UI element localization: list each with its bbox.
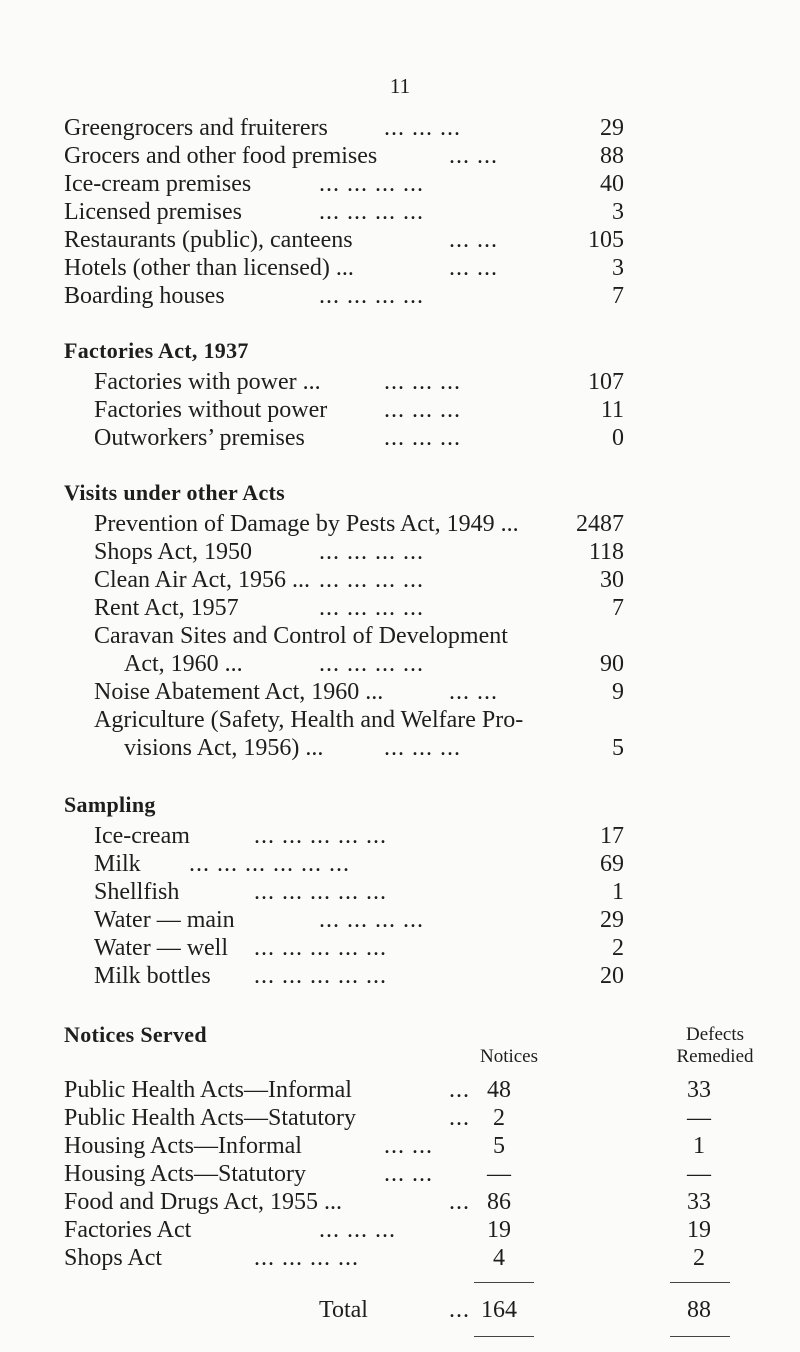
list-item: Act, 1960 ... ... ... ... ... 90 bbox=[124, 651, 624, 677]
list-item: Factories without power ... ... ... 11 bbox=[94, 397, 624, 423]
table-row: Shops Act ... ... ... ... 4 2 bbox=[64, 1245, 705, 1271]
notices-heading: Notices Served bbox=[64, 1022, 207, 1047]
list-item: Water — main ... ... ... ... 29 bbox=[94, 907, 624, 933]
list-item: Ice-cream premises ... ... ... ... 40 bbox=[64, 171, 624, 197]
list-item: Water — well ... ... ... ... ... 2 bbox=[94, 935, 624, 961]
table-row: Public Health Acts—Statutory ... 2 — bbox=[64, 1105, 711, 1131]
remedied-double-rule bbox=[670, 1336, 730, 1337]
list-item: Prevention of Damage by Pests Act, 1949 ... 2487 bbox=[94, 511, 624, 537]
notices-double-rule bbox=[474, 1336, 534, 1337]
list-item: Clean Air Act, 1956 ... ... ... ... ... 30 bbox=[94, 567, 624, 593]
remedied-total-rule bbox=[670, 1282, 730, 1283]
factories-heading: Factories Act, 1937 bbox=[64, 338, 249, 363]
list-item: Caravan Sites and Control of Development bbox=[94, 623, 508, 649]
notices-column-header: Notices bbox=[479, 1046, 539, 1067]
list-item: Licensed premises ... ... ... ... 3 bbox=[64, 199, 624, 225]
list-item: Milk bottles ... ... ... ... ... 20 bbox=[94, 963, 624, 989]
list-item: Rent Act, 1957 ... ... ... ... 7 bbox=[94, 595, 624, 621]
other-acts-heading: Visits under other Acts bbox=[64, 480, 286, 505]
page-number: 11 bbox=[389, 74, 411, 98]
total-row: Total ... 164 88 bbox=[319, 1297, 711, 1323]
table-row: Food and Drugs Act, 1955 ... ... 86 33 bbox=[64, 1189, 711, 1215]
sampling-heading: Sampling bbox=[64, 792, 156, 817]
table-row: Public Health Acts—Informal ... 48 33 bbox=[64, 1077, 711, 1103]
list-item: Shellfish ... ... ... ... ... 1 bbox=[94, 879, 624, 905]
list-item: Milk ... ... ... ... ... ... 69 bbox=[94, 851, 624, 877]
defects-column-header: Defects Remedied bbox=[676, 1024, 754, 1067]
list-item: Greengrocers and fruiterers ... ... ... 29 bbox=[64, 115, 624, 141]
notices-total-rule bbox=[474, 1282, 534, 1283]
list-item: visions Act, 1956) ... ... ... ... 5 bbox=[124, 735, 624, 761]
list-item: Shops Act, 1950 ... ... ... ... 118 bbox=[94, 539, 624, 565]
table-row: Housing Acts—Statutory ... ... — — bbox=[64, 1161, 711, 1187]
table-row: Factories Act ... ... ... 19 19 bbox=[64, 1217, 711, 1243]
list-item: Hotels (other than licensed) ... ... ... 3 bbox=[64, 255, 624, 281]
list-item: Restaurants (public), canteens ... ... 105 bbox=[64, 227, 624, 253]
list-item: Ice-cream ... ... ... ... ... 17 bbox=[94, 823, 624, 849]
list-item: Outworkers’ premises ... ... ... 0 bbox=[94, 425, 624, 451]
list-item: Factories with power ... ... ... ... 107 bbox=[94, 369, 624, 395]
list-item: Agriculture (Safety, Health and Welfare Pro- bbox=[94, 707, 524, 733]
list-item: Boarding houses ... ... ... ... 7 bbox=[64, 283, 624, 309]
list-item: Grocers and other food premises ... ... 88 bbox=[64, 143, 624, 169]
table-row: Housing Acts—Informal ... ... 5 1 bbox=[64, 1133, 705, 1159]
list-item: Noise Abatement Act, 1960 ... ... ... 9 bbox=[94, 679, 624, 705]
